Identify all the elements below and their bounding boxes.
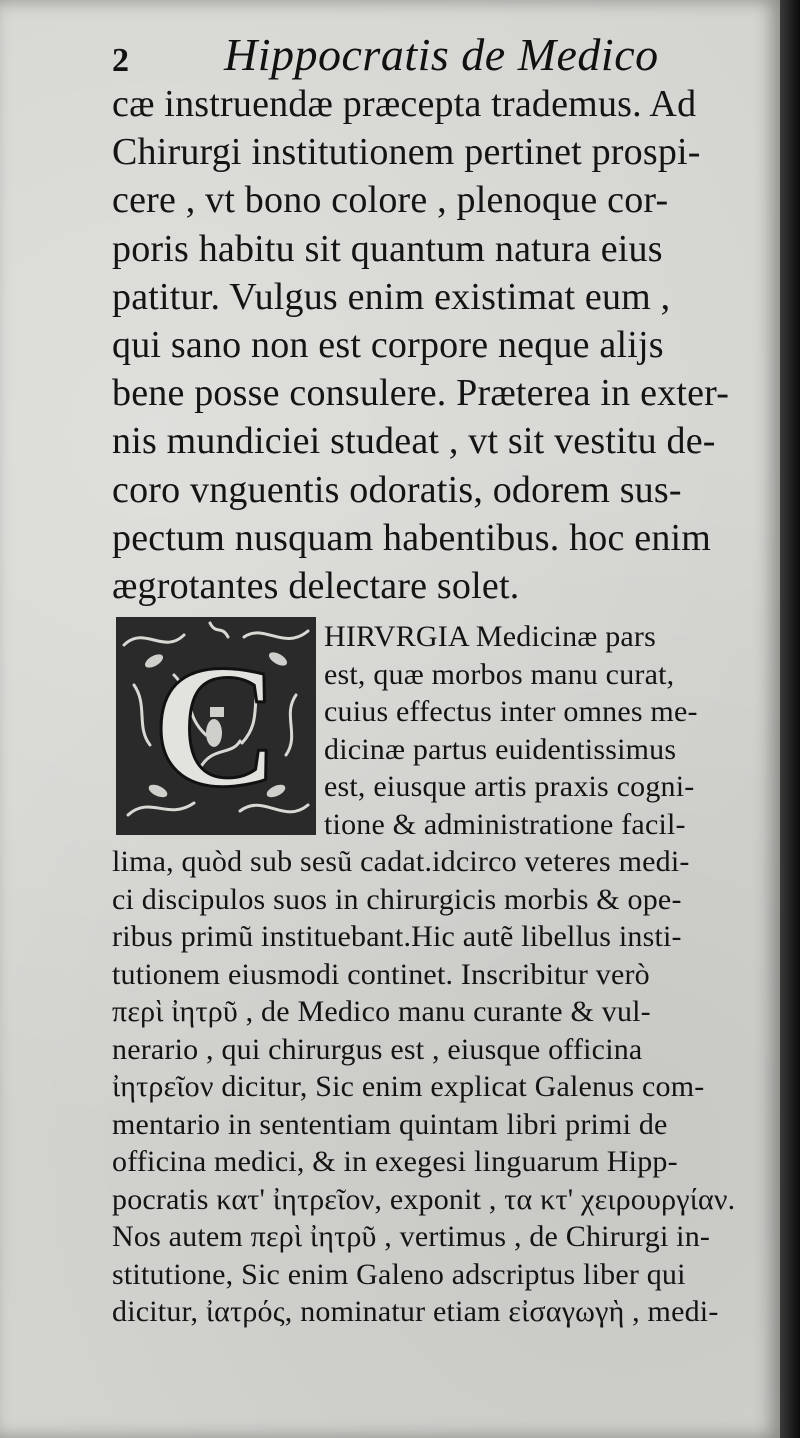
text-line: coro vnguentis odoratis, odorem sus- <box>112 468 682 511</box>
text-line: nis mundiciei studeat , vt sit vestitu de- <box>112 420 716 463</box>
text-line: patitur. Vulgus enim existimat eum , <box>112 275 671 318</box>
text-line: Chirurgi institutionem pertinet prospi- <box>112 131 701 174</box>
text-line: περὶ ἰητρῦ , de Medico manu curante & vul- <box>112 995 651 1028</box>
page-header <box>112 28 752 88</box>
text-line: dicitur, ἰατρός, nominatur etiam εἰσαγωγὴ , medi- <box>112 1295 719 1328</box>
text-line: est, quæ morbos manu curat, <box>324 657 675 691</box>
main-paragraph <box>112 618 752 1331</box>
text-line: cæ instruendæ præcepta trademus. Ad <box>112 83 697 125</box>
text-line: cere , vt bono colore , plenoque cor- <box>112 179 669 222</box>
text-line: HIRVRGIA Medicinæ pars <box>324 620 656 653</box>
intro-paragraph <box>112 80 752 610</box>
initial-letter: C <box>152 629 280 824</box>
text-line: dicinæ partus euidentissimus <box>324 732 677 766</box>
text-line: qui sano non est corpore neque alijs <box>112 323 664 366</box>
text-line: poris habitu sit quantum natura eius <box>112 227 663 270</box>
text-line: tutionem eiusmodi continet. Inscribitur verò <box>112 957 650 991</box>
text-line: ribus primũ instituebant.Hic autẽ libellus insti- <box>112 920 682 953</box>
text-line: lima, quòd sub sesũ cadat.idcirco veteres medi- <box>112 845 690 878</box>
text-line: stitutione, Sic enim Galeno adscriptus liber qui <box>112 1257 686 1291</box>
page-edge-shadow <box>780 0 800 1438</box>
text-line: nerario , qui chirurgus est , eiusque officina <box>112 1032 643 1066</box>
text-line: Nos autem περὶ ἰητρῦ , vertimus , de Chirurgi in- <box>112 1220 711 1253</box>
text-line: ægrotantes delectare solet. <box>112 564 520 607</box>
text-line: mentario in sententiam quintam libri primi de <box>112 1107 668 1141</box>
text-line: pectum nusquam habentibus. hoc enim <box>112 516 712 559</box>
text-line: est, eiusque artis praxis cogni- <box>324 770 695 803</box>
page-number: 2 <box>112 42 129 79</box>
text-line: tione & administratione facil- <box>324 807 686 841</box>
text-line: ci discipulos suos in chirurgicis morbis & ope- <box>112 882 682 916</box>
text-line: cuius effectus inter omnes me- <box>324 695 698 728</box>
running-title: Hippocratis de Medico <box>224 29 659 80</box>
text-line: bene posse consulere. Præterea in exter- <box>112 372 730 415</box>
text-line: officina medici, & in exegesi linguarum Hipp- <box>112 1145 678 1178</box>
text-line: pocratis κατ' ἰητρεῖον, exponit , τα κτ' χειρουργίαν. <box>112 1182 736 1216</box>
text-line: ἰητρεῖον dicitur, Sic enim explicat Galenus com- <box>112 1070 705 1103</box>
